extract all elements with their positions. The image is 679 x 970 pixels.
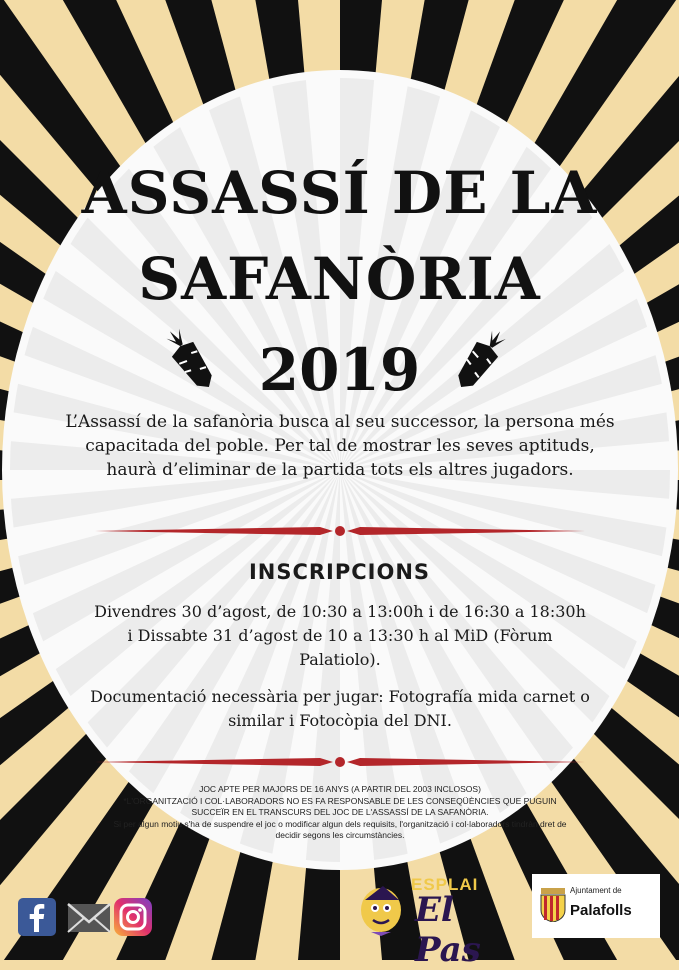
ajuntament-label: Ajuntament de <box>570 886 622 895</box>
esplai-label: ESPLAI <box>411 875 479 894</box>
mail-icon[interactable] <box>67 898 111 936</box>
esplai-el-pas-logo <box>353 872 528 970</box>
instagram-icon[interactable] <box>114 898 152 936</box>
inscriptions-heading: INSCRIPCIONS <box>248 560 431 584</box>
intro-text: L’Assassí de la safanòria busca al seu successor, la persona més capacitada del poble. Per tal de mostrar les seves aptituds, haurà d’eliminar de la partida tots els altres jugadors. <box>65 412 615 480</box>
schedule-text: Divendres 30 d’agost, de 10:30 a 13:00h i de 16:30 a 18:30h i Dissabte 31 d’agost de 10 a 13:30 h al MiD (Fòrum Palatiolo). <box>94 602 586 669</box>
documents-text: Documentació necessària per jugar: Fotografía mida carnet o similar i Fotocòpia del DNI. <box>90 687 590 730</box>
ajuntament-name: Palafolls <box>570 902 632 919</box>
suspension-notice: Si per algun motiu s'ha de suspendre el joc o modificar algun dels requisits, l'organització i col·laboradors tindràn dret de decidir segons les circumstàncies. <box>113 818 567 840</box>
ornament-divider-bottom <box>95 755 585 769</box>
facebook-icon[interactable] <box>18 898 56 936</box>
poster-year: 2019 <box>258 336 421 404</box>
disclaimer: *L'ORGANITZACIÓ I COL·LABORADORS NO ES FA RESPONSABLE DE LES CONSEQÜÈNCIES QUE PUGUIN SUCCEÏR EN EL TRANSCURS DEL JOC DE L'ASSASSÍ DE LA SAFANÒRIA. <box>123 795 557 817</box>
title-line-2: SAFANÒRIA <box>138 245 541 313</box>
mascot-icon <box>353 878 413 938</box>
poster-title <box>0 150 679 322</box>
age-notice: JOC APTE PER MAJORS DE 16 ANYS (A PARTIR DEL 2003 INCLOSOS) <box>199 784 481 794</box>
ajuntament-palafolls-logo <box>532 874 660 938</box>
esplai-name: El Pas <box>415 890 481 970</box>
title-line-1: ASSASSÍ DE LA <box>81 159 598 227</box>
fine-print <box>110 784 570 842</box>
ornament-divider-top <box>95 524 585 538</box>
coat-of-arms-icon <box>540 888 566 922</box>
